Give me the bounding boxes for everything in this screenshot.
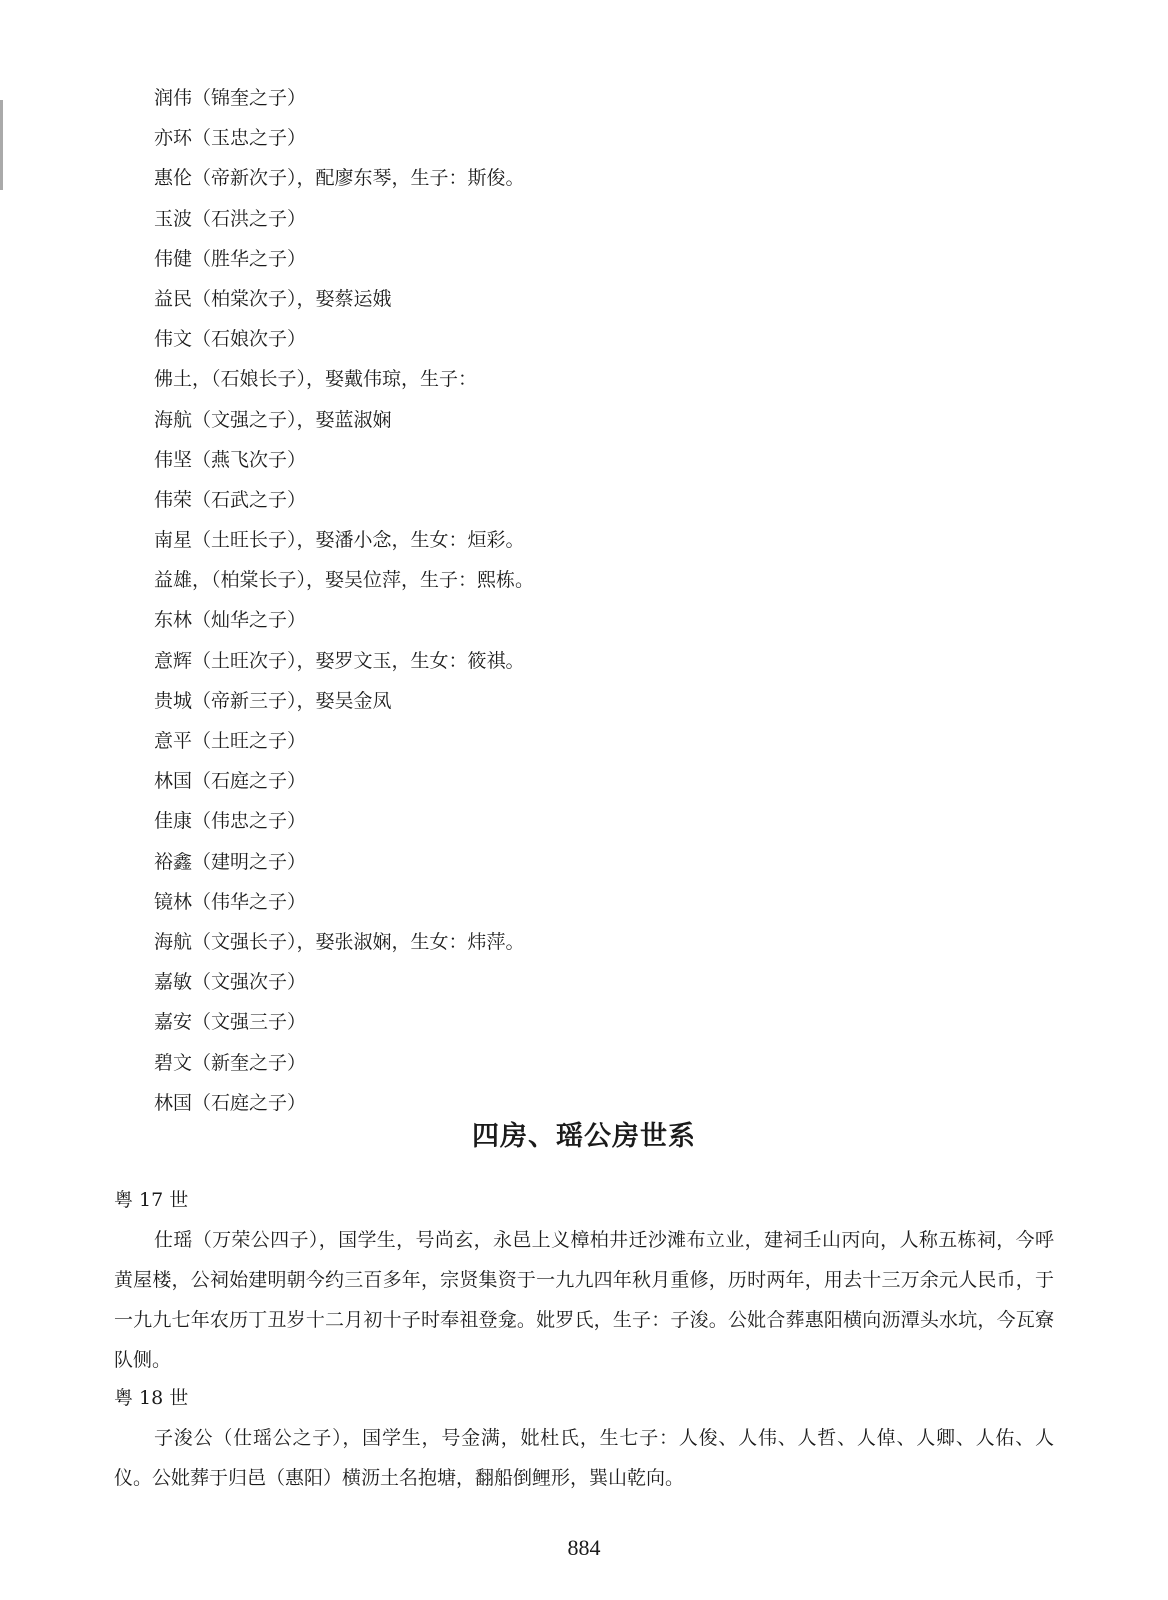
page-number: 884 [567,1535,601,1560]
generation-paragraph: 仕瑶（万荣公四子），国学生，号尚玄，永邑上义樟柏井迁沙滩布立业，建祠壬山丙向，人称五栋祠，今呼黄屋楼，公祠始建明朝今约三百多年，宗贤集资于一九九四年秋月重修，历时两年，用去十三万余元人民币，于一九九七年农历丁丑岁十二月初十子时奉祖登龛。妣罗氏，生子：子浚。公妣合葬惠阳横向沥潭头水坑，今瓦寮队侧。 [114,1229,1054,1371]
entry-line: 东林（灿华之子） [154,609,307,632]
entry-line: 南星（土旺长子），娶潘小念，生女：烜彩。 [154,529,525,552]
entry-line: 林国（石庭之子） [154,1091,307,1114]
section-title: 四房、瑶公房世系 [472,1121,696,1152]
entry-line: 贵城（帝新三子），娶吴金凤 [154,689,392,712]
entry-line: 亦环（玉忠之子） [154,127,307,150]
entry-line: 玉波（石洪之子） [154,207,307,230]
entry-line: 嘉安（文强三子） [154,1011,307,1034]
generation-heading: 粤 17 世 [114,1189,189,1211]
entry-line: 益民（柏棠次子），娶蔡运娥 [154,287,392,310]
entry-line: 润伟（锦奎之子） [154,87,307,109]
entry-line: 镜林（伟华之子） [154,890,307,913]
entry-line: 意辉（土旺次子），娶罗文玉，生女：筱祺。 [154,649,525,672]
entry-line: 林国（石庭之子） [154,770,307,793]
entry-line: 伟坚（燕飞次子） [154,448,307,471]
entry-line: 伟文（石娘次子） [154,328,307,351]
scan-edge-mark [0,100,3,190]
entry-line: 裕鑫（建明之子） [154,850,307,873]
genealogy-entry-list [154,78,1054,1123]
entry-line: 益雄，（柏棠长子），娶吴位萍，生子：熙栋。 [154,569,535,592]
entry-line: 伟健（胜华之子） [154,247,307,270]
entry-line: 佳康（伟忠之子） [154,810,307,833]
entry-line: 海航（文强长子），娶张淑娴，生女：炜萍。 [154,930,525,953]
entry-line: 嘉敏（文强次子） [154,971,307,994]
entry-line: 惠伦（帝新次子），配廖东琴，生子：斯俊。 [154,167,525,190]
generation-heading: 粤 18 世 [114,1387,189,1409]
generation-paragraph: 子浚公（仕瑶公之子），国学生，号金满，妣杜氏，生七子：人俊、人伟、人哲、人倬、人卿、人佑、人仪。公妣葬于归邑（惠阳）横沥土名抱塘，翻船倒鲤形，巽山乾向。 [114,1427,1054,1489]
entry-line: 意平（土旺之子） [154,730,307,752]
entry-line: 碧文（新奎之子） [154,1051,307,1074]
entry-line: 佛土，（石娘长子），娶戴伟琼，生子： [154,368,478,391]
entry-line: 伟荣（石武之子） [154,488,307,511]
entry-line: 海航（文强之子），娶蓝淑娴 [154,408,392,431]
